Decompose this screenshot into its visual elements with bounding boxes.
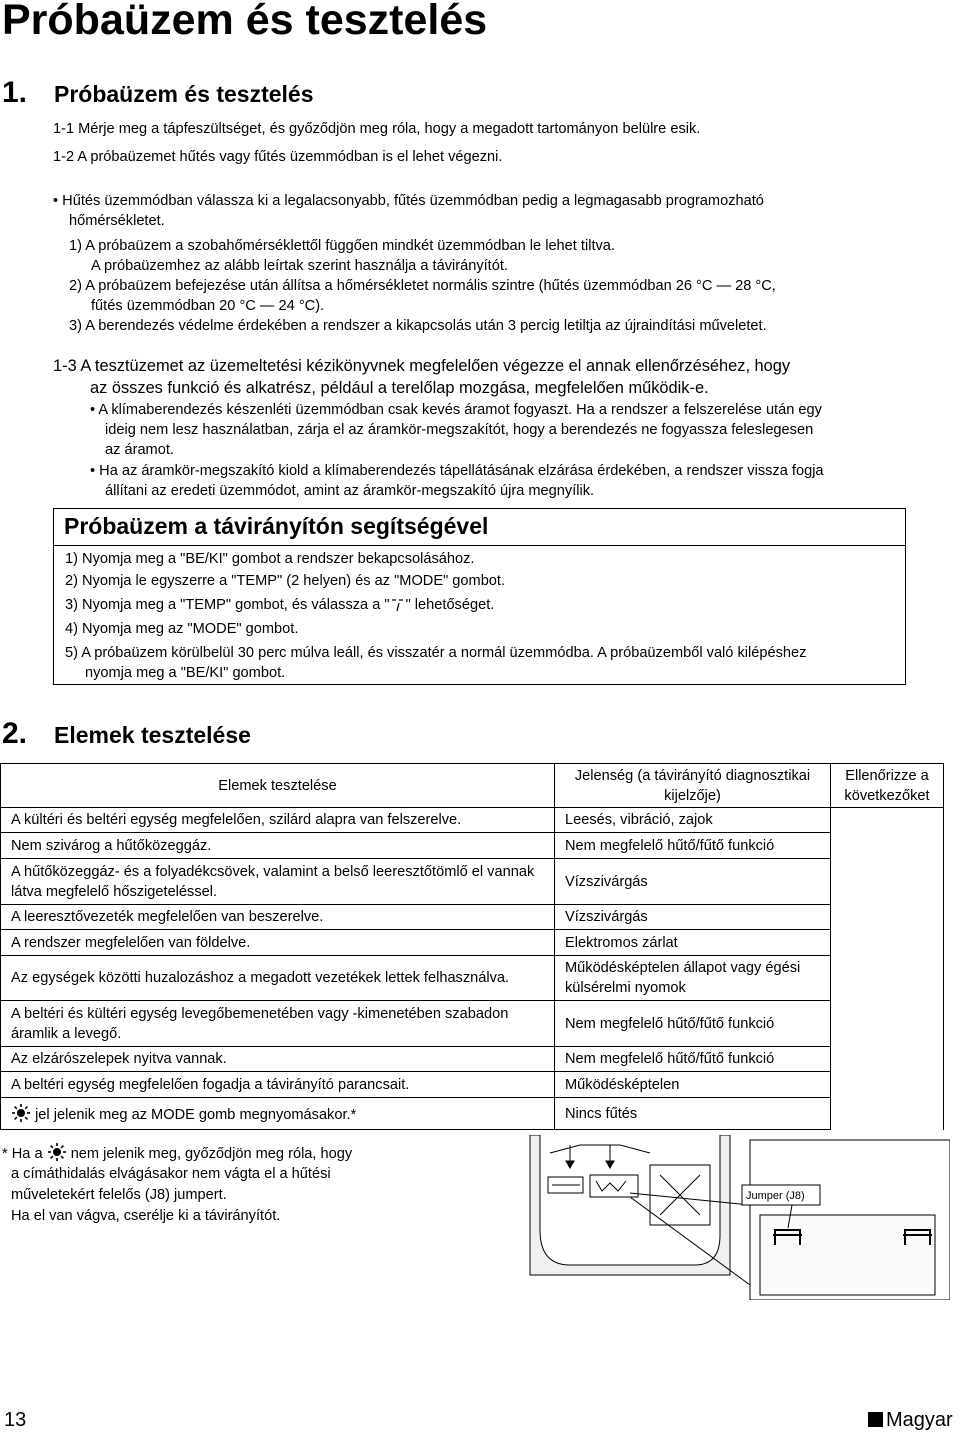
note-2-cont: fűtés üzemmódban 20 °C — 24 °C). [91, 298, 325, 314]
section-number: 2. [2, 717, 28, 750]
section-1-heading [2, 76, 314, 110]
table-header-row [1, 764, 944, 808]
column-header: Ellenőrizze a következőket [831, 764, 944, 808]
table-row [1, 905, 944, 930]
footnote-line-4: Ha el van vágva, cserélje ki a távirányítót. [11, 1208, 281, 1224]
language-label [868, 1409, 953, 1432]
step-1-3: 1-3 A tesztüzemet az üzemeltetési kézikönyvnek megfelelően végezze el annak ellenőrzéséhez, hogy [53, 357, 791, 375]
box-divider [53, 545, 906, 546]
heat-symbol-row-text: jel jelenik meg az MODE gomb megnyomásakor.* [35, 1106, 357, 1123]
column-header: Jelenség (a távirányító diagnosztikai kijelzője) [555, 764, 831, 808]
note-2: 2) A próbaüzem befejezése után állítsa a hőmérsékletet normális szintre (hűtés üzemmódban 26 °C — 28 °C, [69, 278, 776, 294]
page-title: Próbaüzem és tesztelés [2, 0, 488, 44]
table-cell: Az elzárószelepek nyitva vannak. [1, 1047, 555, 1072]
remote-step-2: 2) Nyomja le egyszerre a "TEMP" (2 helyen) és az "MODE" gombot. [65, 573, 506, 589]
language-text: Magyar [886, 1409, 953, 1431]
table-cell: A kültéri és beltéri egység megfelelően, szilárd alapra van felszerelve. [1, 808, 555, 833]
table-cell: Nem megfelelő hűtő/fűtő funkció [555, 833, 831, 859]
bullet-cooling-heating-cont: hőmérsékletet. [69, 213, 165, 229]
remote-step-3-text: 3) Nyomja meg a "TEMP" gombot, és válassza a " [65, 597, 390, 613]
table-cell: Nem szivárog a hűtőközeggáz. [1, 833, 555, 859]
note-1: 1) A próbaüzem a szobahőmérséklettől függően mindkét üzemmódban le lehet tiltva. [69, 238, 615, 254]
bullet-standby-cont: ideig nem lesz használatban, zárja el az áramkör-megszakítót, hogy a berendezés ne fogyassza feleslegesen [105, 422, 814, 438]
section-number: 1. [2, 76, 28, 109]
test-mode-symbol [390, 597, 406, 613]
note-3: 3) A berendezés védelme érdekében a rendszer a kikapcsolás után 3 percig letiltja az újraindítási műveletet. [69, 318, 767, 334]
bullet-cooling-heating: • Hűtés üzemmódban válassza ki a legalacsonyabb, fűtés üzemmódban pedig a legmagasabb programozható [53, 193, 764, 209]
square-bullet-icon [868, 1412, 883, 1427]
test-items-table [0, 763, 944, 1130]
sun-icon [47, 1142, 67, 1162]
table-cell: Működésképtelen [555, 1072, 831, 1098]
step-1-2: 1-2 A próbaüzemet hűtés vagy fűtés üzemmódban is el lehet végezni. [53, 149, 503, 165]
table-row [1, 930, 944, 956]
table-cell: Vízszivárgás [555, 859, 831, 905]
column-header: Elemek tesztelése [1, 764, 555, 808]
table-cell: Működésképtelen állapot vagy égési külsérelmi nyomok [555, 956, 831, 1001]
remote-step-1: 1) Nyomja meg a "BE/KI" gombot a rendszer bekapcsolásához. [65, 551, 475, 567]
remote-step-5-cont: nyomja meg a "BE/KI" gombot. [85, 665, 286, 681]
table-row [1, 808, 944, 833]
table-row [1, 1001, 944, 1047]
table-row [1, 1098, 944, 1130]
footnote-suffix: nem jelenik meg, győződjön meg róla, hogy [70, 1146, 353, 1162]
footnote-line-2: a címáthidalás elvágásakor nem vágta el a hűtési [11, 1166, 331, 1182]
jumper-figure [510, 1135, 950, 1300]
bullet-standby-cont2: az áramot. [105, 442, 174, 458]
note-1-cont: A próbaüzemhez az alább leírtak szerint használja a távirányítót. [91, 258, 508, 274]
table-cell [1, 1098, 555, 1130]
table-cell [831, 808, 944, 1130]
section-title: Elemek tesztelése [54, 722, 251, 748]
table-cell: Az egységek közötti huzalozáshoz a megadott vezetékek lettek felhasználva. [1, 956, 555, 1001]
section-title: Próbaüzem és tesztelés [54, 81, 314, 107]
footnote-prefix: * Ha a [2, 1146, 43, 1162]
bullet-breaker: • Ha az áramkör-megszakító kiold a klímaberendezés tápellátásának elzárása érdekében, a rendszer vissza fogja [90, 463, 824, 479]
bullet-standby: • A klímaberendezés készenléti üzemmódban csak kevés áramot fogyaszt. Ha a rendszer a felszerelése után egy [90, 402, 822, 418]
table-cell: A rendszer megfelelően van földelve. [1, 930, 555, 956]
remote-step-3-tail: " lehetőséget. [405, 597, 495, 613]
table-row [1, 1072, 944, 1098]
table-cell: A leeresztővezeték megfelelően van beszerelve. [1, 905, 555, 930]
jumper-label: Jumper (J8) [746, 1190, 805, 1202]
table-cell: Nincs fűtés [555, 1098, 831, 1130]
page-number: 13 [4, 1409, 27, 1431]
table-cell: Nem megfelelő hűtő/fűtő funkció [555, 1001, 831, 1047]
table-cell: A beltéri egység megfelelően fogadja a távirányító parancsait. [1, 1072, 555, 1098]
table-row [1, 859, 944, 905]
footnote-line-1 [2, 1142, 352, 1165]
remote-step-5: 5) A próbaüzem körülbelül 30 perc múlva leáll, és visszatér a normál üzemmódba. A próbaüzemből való kilépéshez [65, 645, 807, 661]
remote-step-4: 4) Nyomja meg az "MODE" gombot. [65, 621, 299, 637]
section-2-heading [2, 717, 251, 751]
table-row [1, 833, 944, 859]
table-cell: A hűtőközeggáz- és a folyadékcsövek, valamint a belső leeresztőtömlő el vannak látva megfelelő hőszigeteléssel. [1, 859, 555, 905]
bullet-breaker-cont: állítani az eredeti üzemmódot, amint az áramkör-megszakító újra megnyílik. [105, 483, 595, 499]
remote-step-3 [65, 595, 494, 616]
table-cell: Elektromos zárlat [555, 930, 831, 956]
footnote-line-3: műveletekért felelős (J8) jumpert. [11, 1187, 227, 1203]
remote-test-title: Próbaüzem a távirányítón segítségével [64, 513, 489, 539]
table-cell: A beltéri és kültéri egység levegőbemenetében vagy -kimenetében szabadon áramlik a levegő. [1, 1001, 555, 1047]
table-cell: Nem megfelelő hűtő/fűtő funkció [555, 1047, 831, 1072]
step-1-3-cont: az összes funkció és alkatrész, például a terelőlap mozgása, megfelelően működik-e. [90, 379, 709, 397]
table-cell: Vízszivárgás [555, 905, 831, 930]
table-row [1, 1047, 944, 1072]
table-cell: Leesés, vibráció, zajok [555, 808, 831, 833]
table-row [1, 956, 944, 1001]
step-1-1: 1-1 Mérje meg a tápfeszültséget, és győződjön meg róla, hogy a megadott tartományon belülre esik. [53, 121, 701, 137]
sun-icon [11, 1103, 31, 1123]
